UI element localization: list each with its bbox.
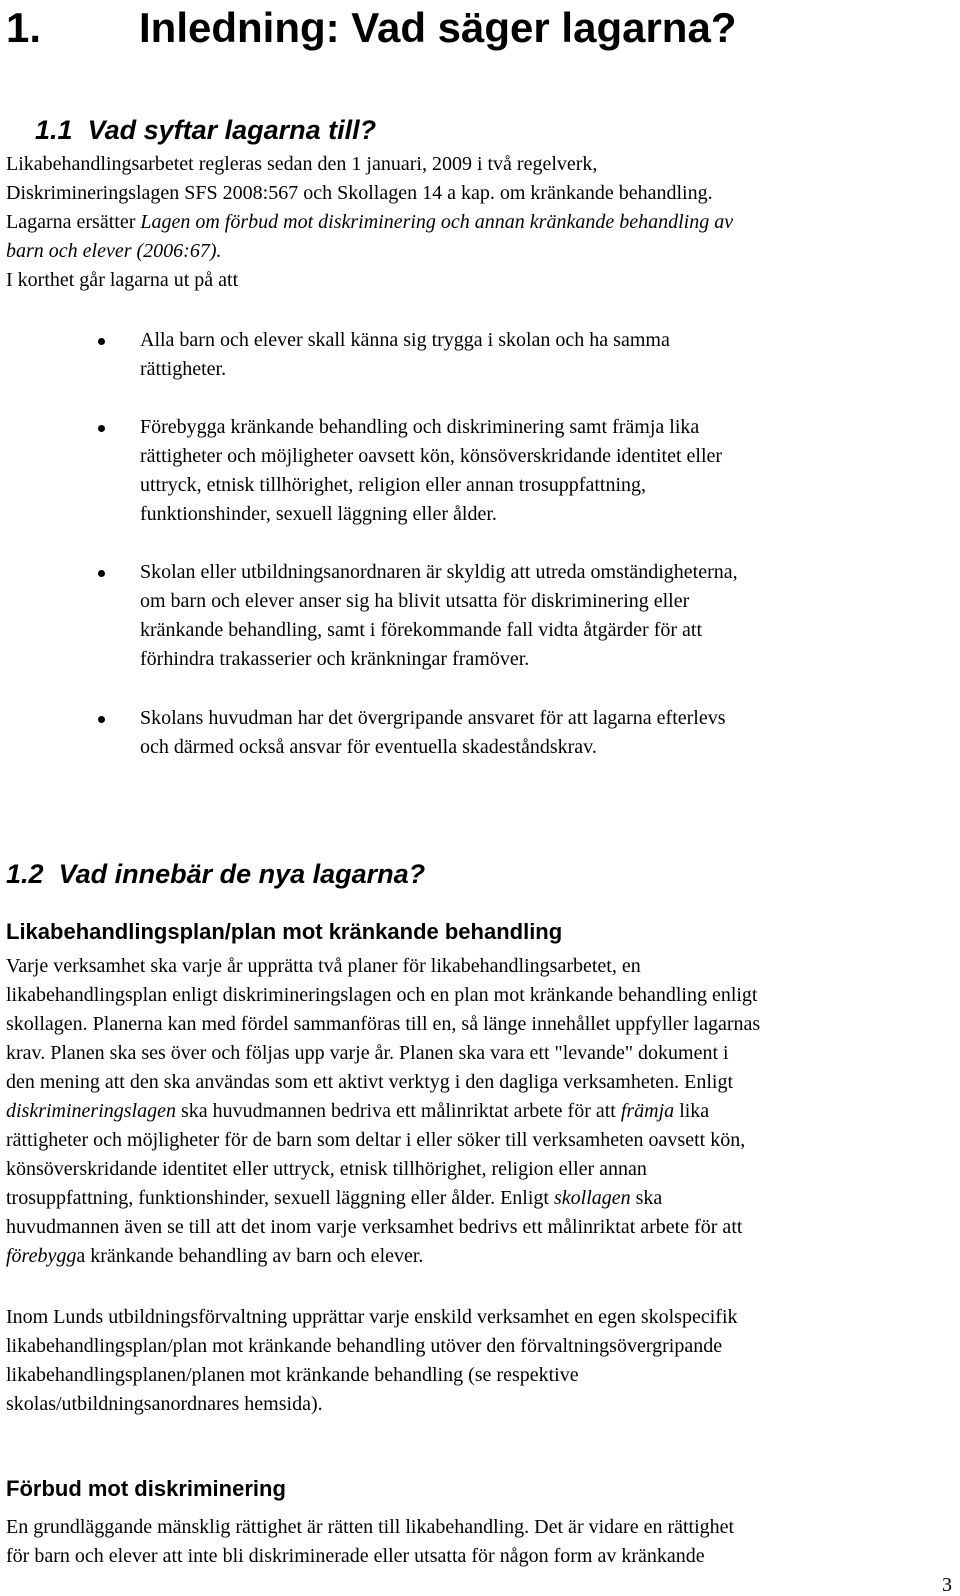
section-heading-1-2	[6, 858, 425, 890]
text-line: rättigheter och möjligheter oavsett kön, könsöverskridande identitet eller	[140, 445, 723, 467]
law-title-italic-cont: barn och elever (2006:67).	[6, 240, 222, 262]
text-line: kränkande behandling, samt i förekommande fall vidta åtgärder för att	[140, 619, 703, 641]
section-title: Vad innebär de nya lagarna?	[58, 859, 426, 889]
text-line: Inom Lunds utbildningsförvaltning upprättar varje enskild verksamhet en egen skolspecifik	[6, 1306, 738, 1328]
text-line: Diskrimineringslagen SFS 2008:567 och Skollagen 14 a kap. om kränkande behandling.	[6, 182, 713, 204]
plan-paragraph	[6, 952, 954, 1271]
text-line: skolas/utbildningsanordnares hemsida).	[6, 1393, 323, 1415]
text-line: funktionshinder, sexuell läggning eller ålder.	[140, 503, 497, 525]
text-line	[6, 237, 954, 266]
text-line: I korthet går lagarna ut på att	[6, 269, 239, 291]
text-line	[6, 208, 954, 237]
text-run: ska	[630, 1187, 663, 1209]
subheading-plan: Likabehandlingsplan/plan mot kränkande behandling	[6, 919, 563, 944]
subheading-forbud: Förbud mot diskriminering	[6, 1476, 286, 1501]
law-title-italic: Lagen om förbud mot diskriminering och annan kränkande behandling av	[140, 211, 734, 233]
forbud-paragraph	[6, 1513, 954, 1571]
chapter-title: Inledning: Vad säger lagarna?	[139, 4, 737, 51]
text-line: krav. Planen ska ses över och följas upp varje år. Planen ska vara ett "levande" dokument i	[6, 1042, 729, 1064]
text-line: könsöverskridande identitet eller uttryck, etnisk tillhörighet, religion eller annan	[6, 1158, 647, 1180]
text-line: Alla barn och elever skall känna sig trygga i skolan och ha samma	[140, 329, 670, 351]
text-run: lika	[674, 1100, 710, 1122]
bullet-icon	[98, 570, 105, 577]
text-line: rättigheter.	[140, 358, 227, 380]
text-line	[6, 1184, 954, 1213]
intro-paragraph	[6, 150, 954, 295]
text-line: förhindra trakasserier och kränkningar framöver.	[140, 648, 530, 670]
chapter-number: 1.	[6, 4, 42, 51]
lund-paragraph	[6, 1303, 954, 1419]
text-line: Likabehandlingsarbetet regleras sedan den 1 januari, 2009 i två regelverk,	[6, 153, 598, 175]
text-run: trosuppfattning, funktionshinder, sexuell läggning eller ålder. Enligt	[6, 1187, 554, 1209]
section-number: 1.2	[6, 859, 44, 889]
text-line: Varje verksamhet ska varje år upprätta två planer för likabehandlingsarbetet, en	[6, 955, 641, 977]
text-line: likabehandlingsplanen/planen mot kränkande behandling (se respektive	[6, 1364, 579, 1386]
italic-term: främja	[620, 1100, 675, 1122]
text-line: den mening att den ska användas som ett aktivt verktyg i den dagliga verksamheten. Enligt	[6, 1071, 734, 1093]
text-run: a kränkande behandling av barn och elever.	[76, 1245, 424, 1267]
text-line: Förebygga kränkande behandling och diskriminering samt främja lika	[140, 416, 700, 438]
text-line: rättigheter och möjligheter för de barn som deltar i eller söker till verksamheten oavsett kön,	[6, 1129, 746, 1151]
section-number: 1.1	[35, 115, 73, 145]
bullet-icon	[98, 716, 105, 723]
text-line: Skolan eller utbildningsanordnaren är skyldig att utreda omständigheterna,	[140, 561, 738, 583]
page-number: 3	[942, 1574, 952, 1596]
text-line: för barn och elever att inte bli diskriminerade eller utsatta för någon form av kränkande	[6, 1545, 705, 1567]
italic-term: diskrimineringslagen	[6, 1100, 176, 1122]
text-run: Lagarna ersätter	[6, 211, 141, 233]
italic-term: förebygg	[6, 1245, 77, 1267]
text-line: huvudmannen även se till att det inom varje verksamhet bedrivs ett målinriktat arbete för att	[6, 1216, 743, 1238]
section-title: Vad syftar lagarna till?	[87, 115, 377, 145]
text-line: likabehandlingsplan/plan mot kränkande behandling utöver den förvaltningsövergripande	[6, 1335, 723, 1357]
chapter-heading	[6, 4, 736, 52]
text-line: uttryck, etnisk tillhörighet, religion eller annan trosuppfattning,	[140, 474, 646, 496]
text-line: Skolans huvudman har det övergripande ansvaret för att lagarna efterlevs	[140, 707, 726, 729]
text-line: och därmed också ansvar för eventuella skadeståndskrav.	[140, 736, 597, 758]
text-line	[6, 1097, 954, 1126]
text-line: om barn och elever anser sig ha blivit utsatta för diskriminering eller	[140, 590, 690, 612]
text-line: En grundläggande mänsklig rättighet är rätten till likabehandling. Det är vidare en rättighet	[6, 1516, 735, 1538]
italic-term: skollagen	[553, 1187, 631, 1209]
text-line: skollagen. Planerna kan med fördel sammanföras till en, så länge innehållet uppfyller lagarnas	[6, 1013, 761, 1035]
text-line: likabehandlingsplan enligt diskrimineringslagen och en plan mot kränkande behandling enligt	[6, 984, 758, 1006]
bullet-icon	[98, 338, 105, 345]
text-run: ska huvudmannen bedriva ett målinriktat arbete för att	[176, 1100, 621, 1122]
bullet-icon	[98, 425, 105, 432]
text-line	[6, 1242, 954, 1271]
section-heading-1-1	[35, 114, 376, 146]
